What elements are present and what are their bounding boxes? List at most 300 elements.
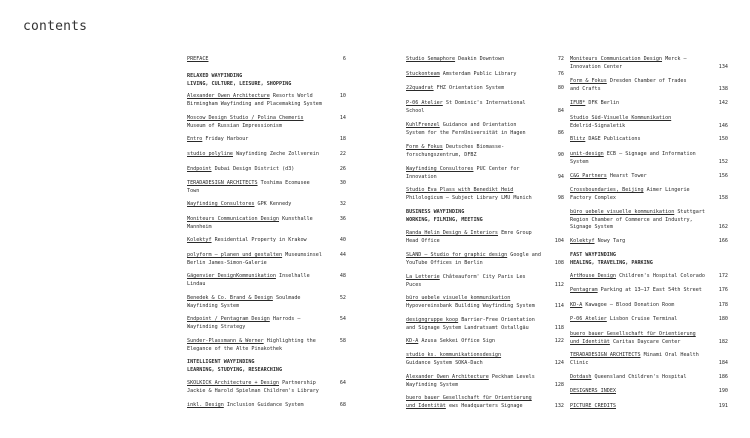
entry-text	[406, 274, 564, 289]
entry-designer[interactable]: designgruppe koop	[406, 317, 459, 323]
toc-entry[interactable]	[570, 209, 728, 232]
page-number: 156	[718, 173, 728, 179]
entry-project: Inclusion Guidance System	[223, 402, 304, 408]
entry-project: GPK Kennedy	[254, 201, 292, 207]
entry-designer[interactable]: und Identität	[570, 338, 610, 345]
toc-entry[interactable]	[406, 295, 564, 310]
entry-text	[570, 374, 728, 382]
entry-text	[406, 100, 564, 115]
section-line: LEARNING, STUDYING, RESEARCHING	[187, 366, 283, 373]
toc-entry[interactable]	[570, 374, 728, 382]
page-number: 190	[718, 388, 728, 394]
entry-project: Queensland Children's Hospital	[591, 374, 687, 380]
entry-text	[187, 380, 346, 395]
entry-project: Kunsthalle	[279, 216, 313, 222]
page-number: 104	[554, 237, 564, 244]
entry-designer[interactable]: Studio Süd-Visuelle Kommunikation	[570, 115, 672, 121]
page-number: 98	[557, 194, 564, 201]
toc-entry[interactable]	[187, 180, 346, 195]
toc-entry[interactable]	[570, 331, 728, 346]
section-line: BUSINESS WAYFINDING	[406, 209, 465, 215]
entry-text	[187, 338, 346, 353]
toc-entry[interactable]	[406, 395, 564, 410]
page-number: 142	[718, 100, 728, 106]
page-number: 26	[339, 166, 346, 172]
entry-text	[187, 136, 346, 144]
entry-text	[187, 56, 346, 64]
toc-entry[interactable]	[406, 374, 564, 389]
toc-entry[interactable]	[406, 122, 564, 137]
entry-project: Birmingham Wayfinding and Placemaking System	[187, 100, 322, 107]
entry-text	[570, 173, 728, 181]
toc-column-3	[570, 56, 728, 428]
entry-project: Aimer Lingerie	[643, 187, 690, 193]
entry-text	[187, 252, 346, 267]
entry-designer[interactable]: SKOLKICK Architecture + Design	[187, 380, 280, 386]
toc-entry[interactable]	[570, 316, 728, 324]
toc-entry[interactable]	[187, 201, 346, 209]
section-heading	[187, 359, 346, 374]
entry-project: Friday Harbour	[202, 136, 249, 142]
entry-project: Clinic	[570, 359, 589, 366]
section-heading	[406, 209, 564, 224]
section-heading	[570, 252, 728, 267]
entry-project: Region Chamber of Commerce and Industry,	[570, 216, 693, 223]
entry-project: St Dominic's International	[442, 100, 526, 106]
toc-entry[interactable]	[406, 274, 564, 289]
entry-text	[187, 237, 346, 245]
page-number: 178	[718, 302, 728, 308]
entry-project: Guidance System SOKA-Dach	[406, 359, 483, 366]
entry-project: System for the FernUniversität in Hagen	[406, 129, 526, 136]
entry-project: System	[570, 158, 589, 165]
entry-designer[interactable]: buero bauer Gesellschaft für Orientierung	[406, 395, 532, 401]
entry-project: Wayfinding Zeche Zollverein	[233, 151, 319, 157]
toc-entry[interactable]	[570, 352, 728, 367]
page-number: 72	[557, 56, 564, 62]
entry-project: forschungszentrum, DFBZ	[406, 151, 477, 158]
entry-project: Innovation	[406, 173, 437, 180]
entry-project: Caritas Daycare Center	[609, 338, 681, 345]
entry-project: and Crafts	[570, 85, 601, 92]
entry-project: Wayfinding System	[187, 302, 240, 309]
entry-designer[interactable]: Alexander Owen Architecture	[187, 93, 270, 99]
entry-project: School	[406, 107, 425, 114]
toc-entry[interactable]	[406, 144, 564, 159]
entry-text	[406, 338, 564, 346]
entry-designer[interactable]: P-06 Atelier	[570, 316, 607, 322]
entry-text	[406, 144, 564, 159]
entry-project: Amsterdam Public Library	[439, 71, 517, 77]
entry-project: Deutsches Biomasse-	[442, 144, 505, 150]
entry-designer[interactable]: und Identität	[406, 402, 446, 409]
entry-designer[interactable]: inkl. Design	[187, 402, 224, 408]
entry-designer[interactable]: Moscow Design Studio / Polina Chemeris	[187, 115, 304, 121]
entry-designer[interactable]: studio ks. kommunikationsdesign	[406, 352, 502, 358]
page-number: 44	[339, 252, 346, 258]
page-number: 118	[554, 324, 564, 331]
entry-designer[interactable]: Endpoint / Pentagram Design	[187, 316, 270, 322]
entry-designer[interactable]: Studio Semaphore	[406, 56, 456, 62]
page-number: 114	[554, 302, 564, 309]
section-line: INTELLIGENT WAYFINDING	[187, 359, 255, 365]
entry-text	[570, 100, 728, 108]
toc-entry[interactable]	[570, 115, 728, 130]
page-number: 80	[557, 85, 564, 91]
entry-designer[interactable]: Entro	[187, 136, 203, 142]
page-number: 128	[554, 381, 564, 388]
entry-text	[570, 187, 728, 202]
entry-text	[406, 230, 564, 245]
toc-entry[interactable]	[406, 252, 564, 267]
entry-text	[406, 395, 564, 410]
entry-project: Kawagoe – Blood Donation Room	[582, 302, 675, 308]
entry-designer[interactable]: Dotdash	[570, 374, 592, 380]
page-number: 68	[339, 402, 346, 408]
entry-designer[interactable]: Wayfinding Consultores	[187, 201, 255, 207]
entry-designer[interactable]: Stuckonteam	[406, 71, 440, 77]
entry-project: ews Headquarters Signage	[445, 402, 523, 409]
entry-project: DAGE Publications	[585, 136, 641, 142]
toc-entry[interactable]	[406, 338, 564, 346]
toc-entry[interactable]	[570, 403, 728, 411]
entry-project: Jackie & Harold Spielman Children's Library	[187, 387, 319, 394]
toc-entry[interactable]	[570, 100, 728, 108]
page-number: 112	[554, 281, 564, 288]
toc-entry[interactable]	[187, 380, 346, 395]
page-number: 108	[554, 259, 564, 266]
entry-designer[interactable]: Form & Fokus	[570, 78, 607, 84]
entry-project: Hypovereinsbank Building Wayfinding System	[406, 302, 535, 309]
page-number: 84	[557, 107, 564, 114]
entry-designer[interactable]: unit-design	[570, 151, 604, 157]
entry-text	[570, 151, 728, 166]
entry-text	[187, 295, 346, 310]
toc-entry[interactable]	[406, 71, 564, 79]
page-number: 180	[718, 316, 728, 322]
entry-designer[interactable]: SLAND – Studio for graphic design	[406, 252, 508, 258]
entry-text	[187, 316, 346, 331]
entry-project: Parking at 13–17 East 54th Street	[597, 287, 702, 293]
entry-designer[interactable]: IFUB*	[570, 100, 586, 106]
toc-entry[interactable]	[406, 317, 564, 332]
entry-text	[187, 273, 346, 288]
toc-entry[interactable]	[570, 238, 728, 246]
toc-entry[interactable]	[187, 316, 346, 331]
entry-designer[interactable]: TERADADESIGN ARCHITECTS	[187, 180, 258, 186]
entry-project: and Signage System Landratsamt Ostallgäu	[406, 324, 529, 331]
entry-project: Partnership	[279, 380, 316, 386]
entry-designer[interactable]: Form & Fokus	[406, 144, 443, 150]
toc-entry[interactable]	[187, 166, 346, 174]
entry-project: DFK Berlin	[585, 100, 620, 106]
entry-designer[interactable]: Randa Helin Design & Interiors	[406, 230, 499, 236]
toc-entry[interactable]	[406, 166, 564, 181]
entry-project: Azusa Sekkei Office Sign	[418, 338, 495, 344]
entry-text	[187, 93, 346, 108]
entry-designer[interactable]: Sunder-Plassmann & Werner	[187, 338, 264, 344]
entry-designer[interactable]: C&G Partners	[570, 173, 607, 179]
entry-text	[570, 273, 728, 281]
entry-project: Elegance of the Alte Pinakothek	[187, 345, 283, 352]
entry-designer[interactable]: Endpoint	[187, 166, 212, 172]
page-number: 152	[718, 158, 728, 165]
toc-entry[interactable]	[406, 100, 564, 115]
entry-project: FHZ Orientation System	[433, 85, 505, 91]
entry-project: Lindau	[187, 280, 206, 287]
page-number: 30	[339, 180, 346, 186]
entry-project: Nowy Targ	[594, 238, 626, 244]
toc-entry[interactable]	[187, 237, 346, 245]
entry-text	[570, 331, 728, 346]
entry-project: Dresden Chamber of Trades	[606, 78, 687, 84]
entry-designer[interactable]: buero bauer Gesellschaft für Orientierung	[570, 331, 696, 337]
page-number: 122	[554, 338, 564, 344]
entry-designer[interactable]: büro uebele visuelle kommunikation	[406, 295, 511, 301]
entry-project: Town	[187, 187, 200, 194]
page-number: 32	[339, 201, 346, 207]
entry-text	[406, 187, 564, 202]
toc-entry[interactable]	[570, 78, 728, 93]
page-number: 124	[554, 359, 564, 366]
entry-project: Lisbon Cruise Terminal	[606, 316, 678, 322]
toc-entry[interactable]	[187, 402, 346, 410]
page-number: 22	[339, 151, 346, 157]
page-number: 58	[339, 338, 346, 344]
entry-project: Merck –	[662, 56, 687, 62]
entry-text	[406, 166, 564, 181]
entry-project: Google and	[507, 252, 541, 258]
page-number: 6	[342, 56, 346, 62]
entry-project: Puces	[406, 281, 422, 288]
entry-project: Factory Complex	[570, 194, 617, 201]
entry-text	[570, 136, 728, 144]
page-number: 64	[339, 380, 346, 386]
entry-text	[406, 374, 564, 389]
toc-entry[interactable]	[187, 252, 346, 267]
toc-entry[interactable]	[187, 338, 346, 353]
entry-project: Museum of Russian Impressionism	[187, 122, 283, 129]
entry-project: Peckham Levels	[488, 374, 535, 380]
toc-entry[interactable]	[406, 230, 564, 245]
entry-text	[406, 317, 564, 332]
entry-designer[interactable]: studio polyline	[187, 151, 234, 157]
entry-designer[interactable]: Blitz	[570, 136, 586, 142]
entry-designer[interactable]: Moniteurs Communication Design	[187, 216, 280, 222]
entry-text	[187, 151, 346, 159]
entry-project: Châteauform' City Paris Les	[439, 274, 526, 280]
entry-designer[interactable]: P-06 Atelier	[406, 100, 443, 106]
entry-project: Innovation Center	[570, 63, 623, 70]
section-line: HEALING, TRAVELING, PARKING	[570, 259, 653, 266]
entry-designer[interactable]: DESIGNERS INDEX	[570, 388, 617, 394]
entry-designer[interactable]: TERADADESIGN ARCHITECTS	[570, 352, 641, 358]
page-number: 40	[339, 237, 346, 243]
entry-project: Guidance and Orientation	[439, 122, 517, 128]
entry-text	[406, 252, 564, 267]
toc-column-2	[406, 56, 564, 428]
entry-designer[interactable]: Pentagram	[570, 287, 598, 293]
toc-entry[interactable]	[570, 173, 728, 181]
page-number: 166	[718, 238, 728, 244]
entry-project: Museumsinsel	[282, 252, 322, 258]
page-number: 54	[339, 316, 346, 322]
entry-designer[interactable]: Moniteurs Communication Design	[570, 56, 663, 62]
page-number: 134	[718, 63, 728, 70]
entry-project: Stuttgart	[674, 209, 705, 215]
entry-designer[interactable]: 22quadrat	[406, 85, 434, 91]
entry-designer[interactable]: KuhlFrenzel	[406, 122, 440, 128]
toc-entry[interactable]	[406, 85, 564, 93]
entry-designer[interactable]: ArtHouse Design	[570, 273, 617, 279]
toc-entry[interactable]	[406, 56, 564, 64]
entry-project: Philologicum – Subject Library LMU Munich	[406, 194, 532, 201]
entry-text	[570, 388, 728, 396]
page-number: 48	[339, 273, 346, 279]
entry-designer[interactable]: Benedek & Co. Brand & Design	[187, 295, 273, 301]
entry-text	[406, 295, 564, 310]
section-title	[187, 359, 346, 374]
entry-designer[interactable]: Alexander Owen Architecture	[406, 374, 489, 380]
page-number: 176	[718, 287, 728, 293]
section-title	[406, 209, 564, 224]
entry-project: Soulmade	[272, 295, 301, 301]
toc-entry[interactable]	[187, 136, 346, 144]
toc-entry[interactable]	[570, 56, 728, 71]
entry-text	[406, 352, 564, 367]
entry-text	[187, 166, 346, 174]
page-number: 36	[339, 216, 346, 222]
entry-designer[interactable]: KD-A	[570, 302, 583, 308]
page-number: 186	[718, 374, 728, 380]
entry-designer[interactable]: PICTURE CREDITS	[570, 403, 617, 409]
entry-text	[570, 352, 728, 367]
entry-text	[406, 71, 564, 79]
toc-entry[interactable]	[570, 136, 728, 144]
entry-designer[interactable]: Gägenvier DesignKommunikation	[187, 273, 276, 279]
entry-designer[interactable]: Kolektyf	[187, 237, 212, 243]
page-number: 146	[718, 122, 728, 129]
entry-text	[187, 402, 346, 410]
entry-project: Wayfinding System	[406, 381, 459, 388]
entry-designer[interactable]: La Letterie	[406, 274, 440, 280]
entry-project: Head Office	[406, 237, 440, 244]
page-number: 52	[339, 295, 346, 301]
toc-entry[interactable]	[570, 187, 728, 202]
entry-designer[interactable]: polyform – planen und gestalten	[187, 252, 283, 258]
toc-entry[interactable]	[570, 273, 728, 281]
entry-designer[interactable]: büro uebele visuelle kommunikation	[570, 209, 675, 215]
entry-text	[570, 78, 728, 93]
entry-project: Barrier-Free Orientation	[458, 317, 535, 323]
entry-project: Emre Group	[498, 230, 532, 236]
toc-entry[interactable]	[570, 388, 728, 396]
toc-entry[interactable]	[406, 352, 564, 367]
page-number: 86	[557, 129, 564, 136]
entry-text	[570, 316, 728, 324]
toc-entry[interactable]	[570, 287, 728, 295]
entry-designer[interactable]: PREFACE	[187, 56, 209, 62]
toc-entry[interactable]	[187, 216, 346, 231]
entry-text	[187, 216, 346, 231]
entry-project: Highlighting the	[263, 338, 316, 344]
entry-text	[570, 302, 728, 310]
toc-entry[interactable]	[570, 302, 728, 310]
page-number: 10	[339, 93, 346, 99]
entry-text	[406, 56, 564, 64]
page-number: 132	[554, 402, 564, 409]
entry-designer[interactable]: Wayfinding Consultores	[406, 166, 474, 172]
toc-column-1	[187, 56, 346, 428]
section-line: RELAXED WAYFINDING	[187, 73, 243, 79]
entry-project: Edelrid-Signaletik	[570, 122, 626, 129]
entry-designer[interactable]: KD-A	[406, 338, 419, 344]
page-number: 150	[718, 136, 728, 142]
entry-text	[187, 115, 346, 130]
entry-text	[570, 209, 728, 232]
section-title	[187, 73, 346, 88]
entry-project: Dubai Design District (d3)	[211, 166, 295, 172]
entry-project: Residential Property in Krakow	[211, 237, 307, 243]
entry-text	[406, 122, 564, 137]
entry-project: PUC Center for	[473, 166, 520, 172]
entry-designer[interactable]: Kolektyf	[570, 238, 595, 244]
page-number: 182	[718, 338, 728, 345]
section-line: FAST WAYFINDING	[570, 252, 617, 258]
page-number: 94	[557, 173, 564, 180]
page-number: 184	[718, 359, 728, 366]
toc-entry[interactable]	[187, 56, 346, 64]
entry-text	[570, 115, 728, 130]
toc-entry[interactable]	[187, 93, 346, 108]
entry-text	[406, 85, 564, 93]
entry-project: YouTube Offices in Berlin	[406, 259, 483, 266]
page-number: 162	[718, 224, 728, 231]
entry-project: Children's Hospital Colorado	[616, 273, 705, 279]
page-number: 18	[339, 136, 346, 142]
page-number: 14	[339, 115, 346, 121]
entry-project: Toshima Ecomusee	[257, 180, 310, 186]
section-line: LIVING, CULTURE, LEISURE, SHOPPING	[187, 80, 292, 87]
page-number: 158	[718, 194, 728, 201]
entry-project: Resorts World	[269, 93, 313, 99]
entry-text	[570, 56, 728, 71]
section-line: WORKING, FILMING, MEETING	[406, 216, 483, 223]
entry-project: Harrods –	[269, 316, 301, 322]
toc-entry[interactable]	[187, 295, 346, 310]
toc-entry[interactable]	[187, 273, 346, 288]
toc-entry[interactable]	[187, 151, 346, 159]
page-number: 138	[718, 85, 728, 92]
entry-project: ECB – Signage and Information	[603, 151, 696, 157]
entry-designer[interactable]: Studio Eva Plass with Benedikt Heid	[406, 187, 514, 193]
entry-designer[interactable]: Crossboundaries, Beijing	[570, 187, 644, 193]
entry-text	[570, 238, 728, 246]
entry-project: Wayfinding Strategy	[187, 323, 246, 330]
entry-project: Berlin James-Simon-Galerie	[187, 259, 267, 266]
entry-project: Inselhalle	[275, 273, 310, 279]
entry-text	[570, 287, 728, 295]
toc-entry[interactable]	[406, 187, 564, 202]
entry-project: Signage System	[570, 224, 613, 231]
section-heading	[187, 73, 346, 88]
section-title	[570, 252, 728, 267]
page-title: contents	[23, 19, 88, 34]
page-number: 76	[557, 71, 564, 77]
entry-project: Hearst Tower	[606, 173, 647, 179]
toc-entry[interactable]	[570, 151, 728, 166]
toc-entry[interactable]	[187, 115, 346, 130]
